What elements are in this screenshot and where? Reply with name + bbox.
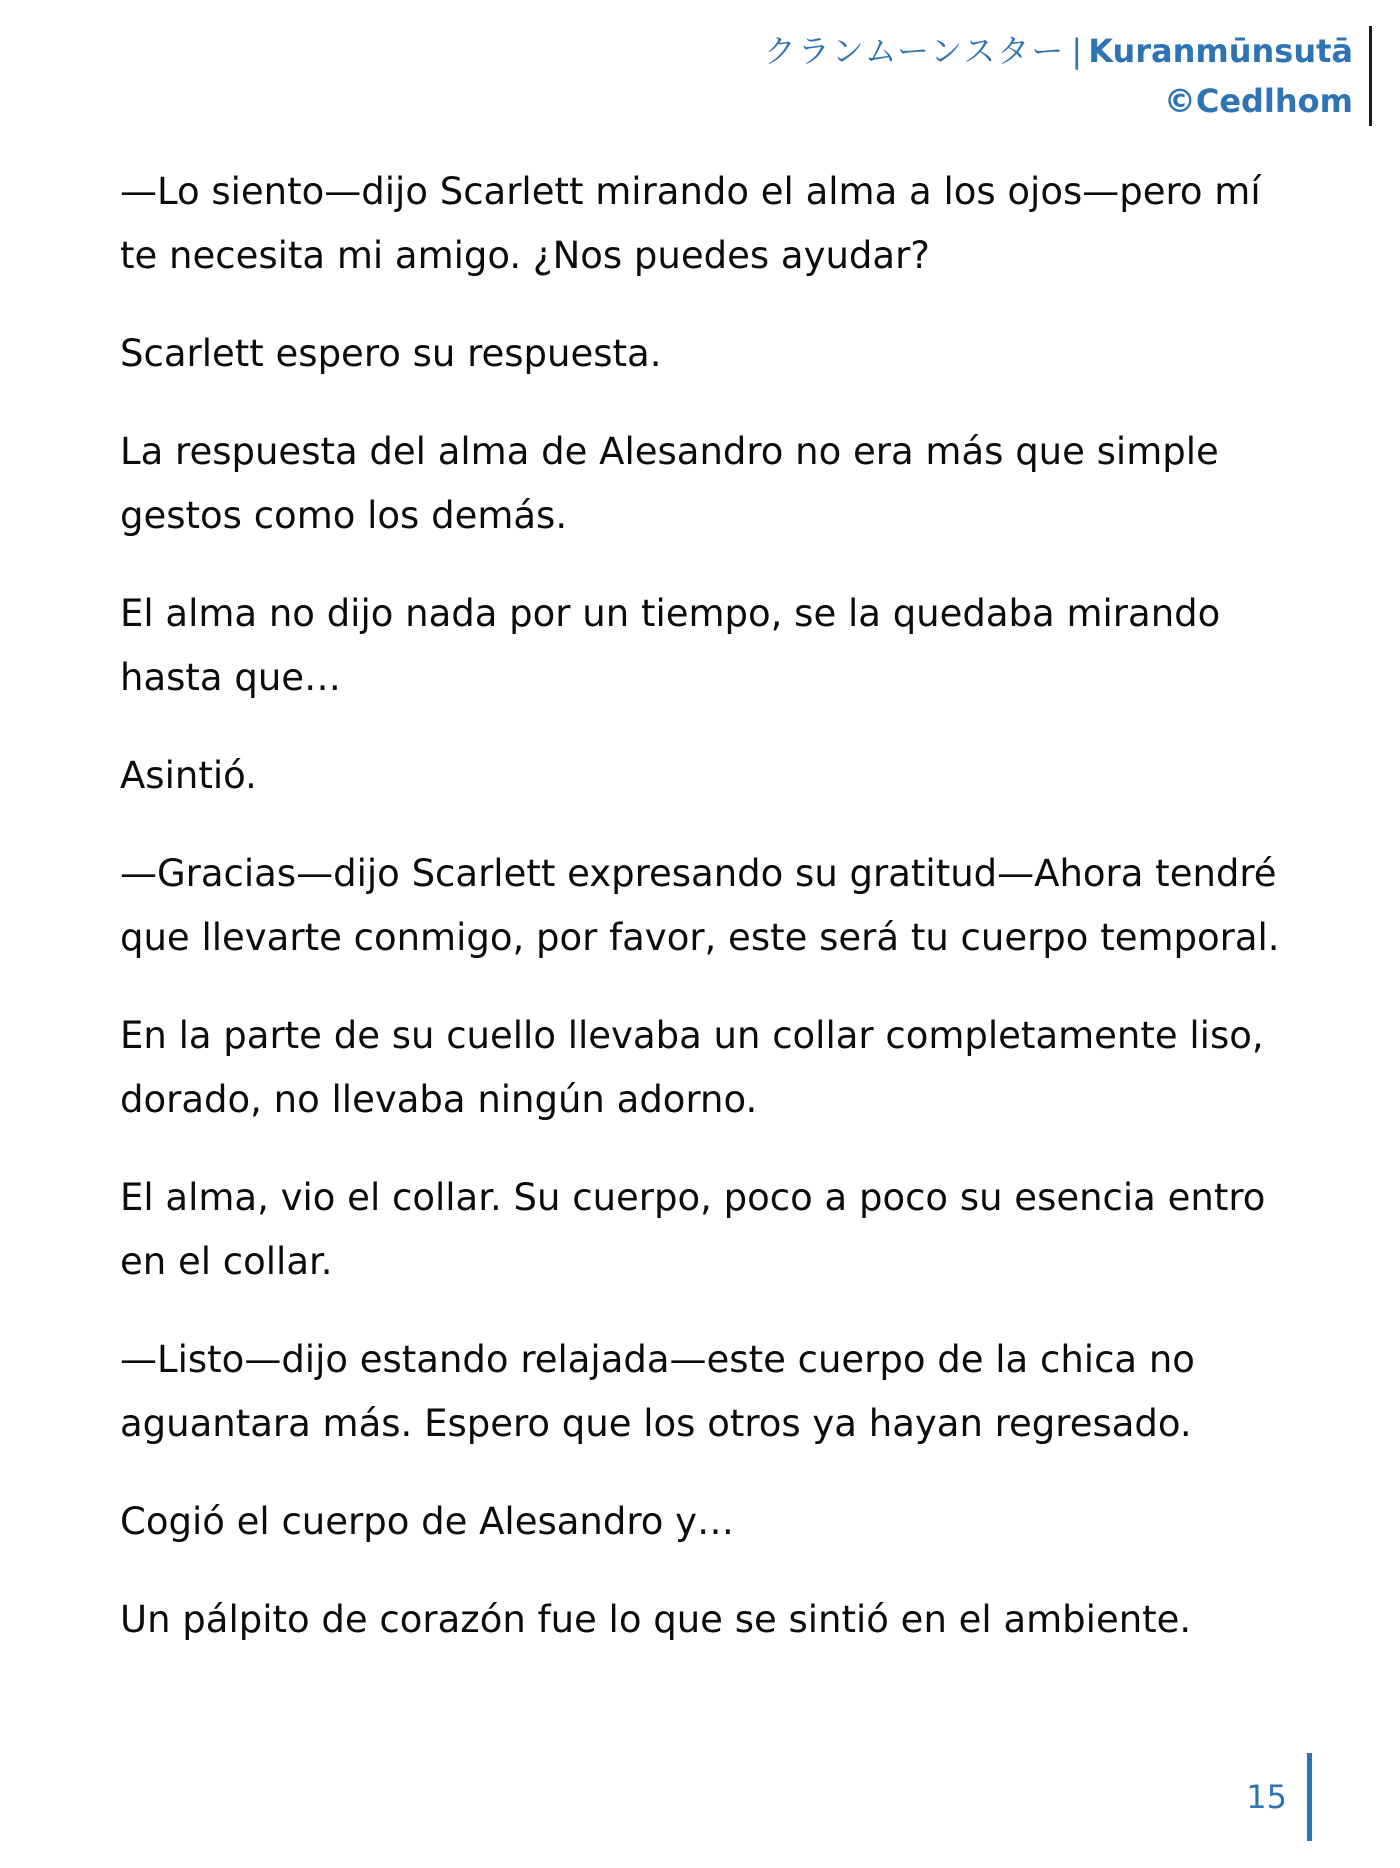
paragraph: Scarlett espero su respuesta. <box>120 332 662 375</box>
header-separator: | <box>1071 32 1083 70</box>
paragraph: —Gracias—dijo Scarlett expresando su gratitud—Ahora tendré que llevarte conmigo, por favor, este será tu cuerpo temporal. <box>120 852 1280 959</box>
body-text <box>120 160 1300 1686</box>
paragraph: —Lo siento—dijo Scarlett mirando el alma a los ojos—pero mí te necesita mi amigo. ¿Nos puedes ayudar? <box>120 170 1261 277</box>
paragraph: El alma no dijo nada por un tiempo, se la quedaba mirando hasta que… <box>120 592 1221 699</box>
header-title-japanese: クランムーンスター <box>763 32 1066 70</box>
page-footer <box>1246 1753 1312 1841</box>
header-copyright: ©Cedlhom <box>1163 82 1353 120</box>
paragraph: Un pálpito de corazón fue lo que se sintió en el ambiente. <box>120 1598 1192 1641</box>
paragraph: —Listo—dijo estando relajada—este cuerpo de la chica no aguantara más. Espero que los otros ya hayan regresado. <box>120 1338 1195 1445</box>
paragraph: En la parte de su cuello llevaba un collar completamente liso, dorado, no llevaba ningún adorno. <box>120 1014 1264 1121</box>
paragraph: La respuesta del alma de Alesandro no era más que simple gestos como los demás. <box>120 430 1219 537</box>
page-header <box>764 26 1372 126</box>
paragraph: Asintió. <box>120 754 257 797</box>
paragraph: El alma, vio el collar. Su cuerpo, poco a poco su esencia entro en el collar. <box>120 1176 1266 1283</box>
page-number: 15 <box>1246 1778 1287 1816</box>
header-title-romaji: Kuranmūnsutā <box>1088 32 1353 70</box>
header-title-line <box>764 26 1353 76</box>
paragraph: Cogió el cuerpo de Alesandro y… <box>120 1500 735 1543</box>
